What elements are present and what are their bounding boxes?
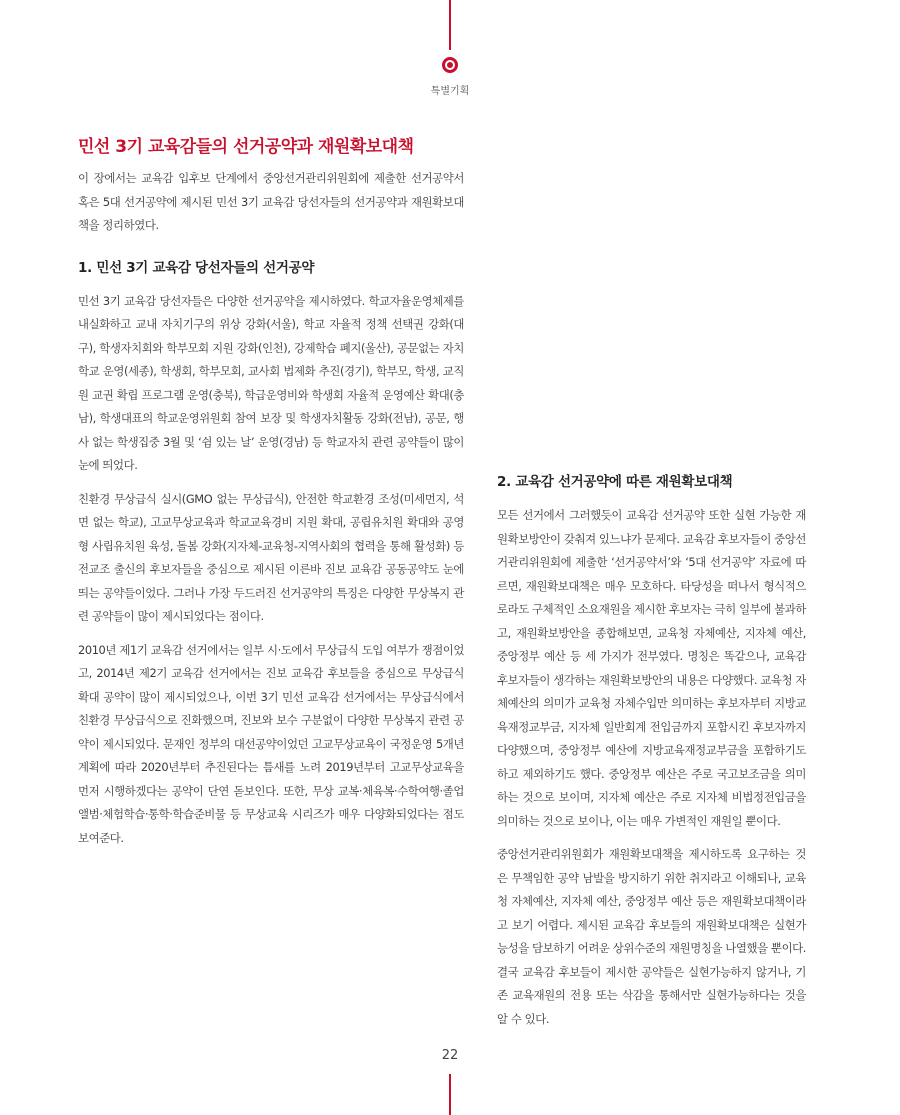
right-column — [497, 470, 806, 1041]
section-1-title: 1. 민선 3기 교육감 당선자들의 선거공약 — [78, 259, 315, 276]
section-1-paragraph: 민선 3기 교육감 당선자들은 다양한 선거공약을 제시하였다. 학교자율운영체제를 내실화하고 교내 자치기구의 위상 강화(서울), 학교 자율적 정책 선택권 강화(대구), 학생자치회와 학부모회 지원 강화(인천), 강제학습 폐지(울산), 공문없는 자치학교 운영(세종), 학생회, 학부모회, 교사회 법제화 추진(경기), 학부모, 학생, 교직원 교권 확립 프로그램 운영(충북), 학급운영비와 학생회 자율적 운영예산 확대(충남), 학생대표의 학교운영위원회 참여 보장 및 학생자치활동 강화(전남), 공문, 행사 없는 학생집중 3월 및 ‘쉼 있는 날’ 운영(경남) 등 학교자치 관련 공약들이 많이 눈에 띄었다. — [78, 293, 464, 472]
intro-paragraph: 이 장에서는 교육감 입후보 단계에서 중앙선거관리위원회에 제출한 선거공약서 혹은 5대 선거공약에 제시된 민선 3기 교육감 당선자들의 선거공약과 재원확보대책을 정리하였다. — [78, 171, 464, 232]
section-label: 특별기획 — [430, 86, 470, 97]
page-title: 민선 3기 교육감들의 선거공약과 재원확보대책 — [78, 137, 414, 157]
section-1-paragraph: 친환경 무상급식 실시(GMO 없는 무상급식), 안전한 학교환경 조성(미세먼지, 석면 없는 학교), 고교무상교육과 학교교육경비 지원 확대, 공립유치원 확대와 공영형 사립유치원 육성, 돌봄 강화(지자체-교육청-지역사회의 협력을 통해 활성화) 등 전교조 출신의 후보자들을 중심으로 제시된 이른바 진보 교육감 공동공약도 눈에 띄는 공약들이었다. 그러나 가장 두드러진 선거공약의 특징은 다양한 무상복지 관련 공약들이 많이 제시되었다는 점이다. — [78, 491, 464, 623]
page-number: 22 — [441, 1048, 459, 1063]
section-2-paragraph: 모든 선거에서 그러했듯이 교육감 선거공약 또한 실현 가능한 재원확보방안이 갖춰져 있느냐가 문제다. 교육감 후보자들이 중앙선거관리위원회에 제출한 ‘선거공약서’와 ‘5대 선거공약’ 자료에 따르면, 재원확보대책은 매우 모호하다. 타당성을 떠나서 형식적으로라도 구체적인 소요재원을 제시한 후보자는 극히 일부에 불과하고, 재원확보방안을 종합해보면, 교육청 자체예산, 지자체 예산, 중앙정부 예산 등 세 가지가 전부였다. 명칭은 똑같으나, 교육감 후보자들이 생각하는 재원확보방안의 내용은 다양했다. 교육청 자체예산의 의미가 교육청 자체수입만 의미하는 후보자부터 지방교육재정교부금, 지자체 일반회계 전입금까지 포함시킨 후보자까지 다양했으며, 중앙정부 예산에 지방교육재정교부금을 포함하기도 하고 제외하기도 했다. 중앙정부 예산은 주로 국고보조금을 의미하는 것으로 보이며, 지자체 예산은 주로 지자체 비법정전입금을 의미하는 것으로 보이나, 이는 매우 가변적인 재원일 뿐이다. — [497, 508, 806, 828]
section-2-paragraph: 중앙선거관리위원회가 재원확보대책을 제시하도록 요구하는 것은 무책임한 공약 남발을 방지하기 위한 취지라고 이해되나, 교육청 자체예산, 지자체 예산, 중앙정부 예산 등은 재원확보대책이라고 보기 어렵다. 제시된 교육감 후보들의 재원확보대책은 실현가능성을 담보하기 어려운 상위수준의 재원명칭을 나열했을 뿐이다. 결국 교육감 후보들이 제시한 공약들은 실현가능하지 않거나, 기존 교육재원의 전용 또는 삭감을 통해서만 실현가능하다는 것을 알 수 있다. — [497, 847, 806, 1026]
target-dot-icon — [442, 57, 458, 73]
left-column — [78, 132, 464, 860]
section-2-title: 2. 교육감 선거공약에 따른 재원확보대책 — [497, 474, 733, 490]
top-decorative-rule — [449, 0, 451, 50]
bottom-decorative-rule — [449, 1074, 451, 1115]
section-1-paragraph: 2010년 제1기 교육감 선거에서는 일부 시·도에서 무상급식 도입 여부가 쟁점이었고, 2014년 제2기 교육감 선거에서는 진보 교육감 후보들을 중심으로 무상급식 확대 공약이 많이 제시되었으나, 이번 3기 민선 교육감 선거에서는 무상급식에서 친환경 무상급식으로 진화했으며, 진보와 보수 구분없이 다양한 무상복지 관련 공약이 제시되었다. 문재인 정부의 대선공약이었던 고교무상교육이 국정운영 5개년계획에 따라 2020년부터 추진된다는 틈새를 노려 2019년부터 고교무상교육을 먼저 시행하겠다는 공약이 단연 돋보인다. 또한, 무상 교복·체육복·수학여행·졸업앨범·체험학습·통학·학습준비물 등 무상교육 시리즈가 매우 다양화되었다는 점도 보여준다. — [78, 642, 464, 845]
